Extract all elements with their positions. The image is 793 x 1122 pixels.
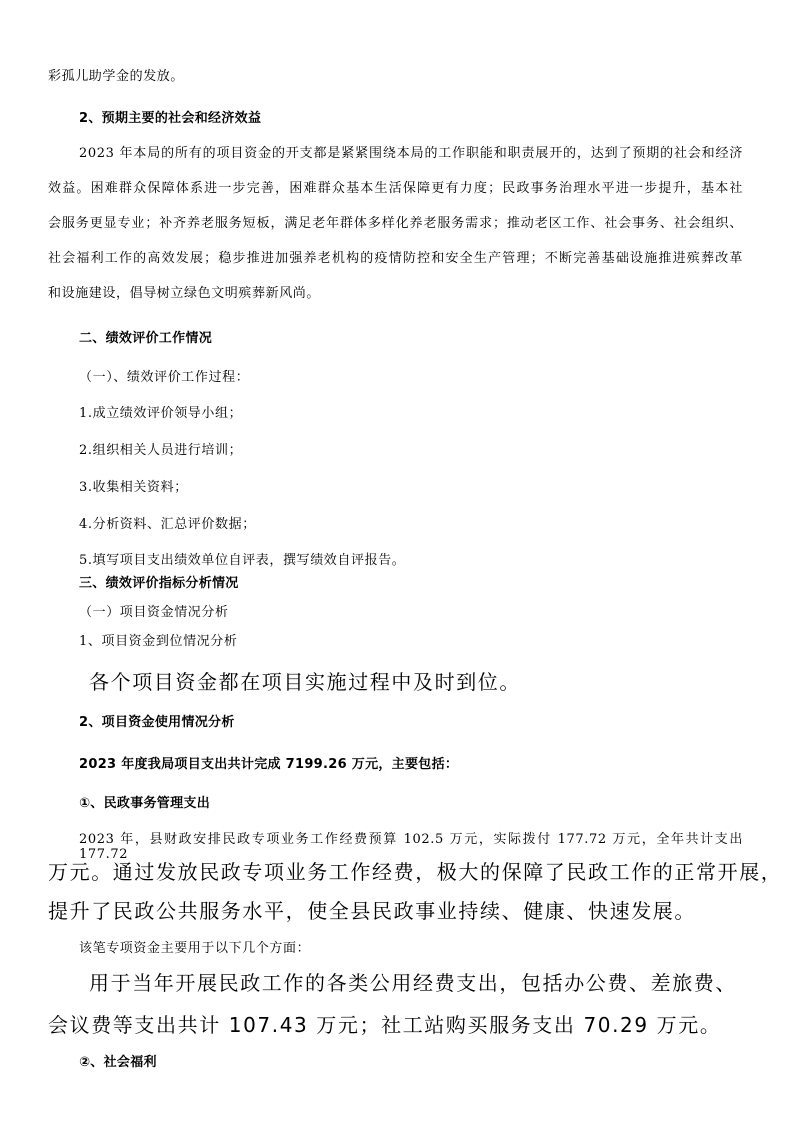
list-item: 3.收集相关资料； — [79, 480, 188, 495]
section-heading: 二、绩效评价工作情况 — [79, 331, 213, 346]
subsection-heading: （一）、绩效评价工作过程： — [79, 370, 250, 385]
section-heading: 2023 年度我局项目支出共计完成 7199.26 万元，主要包括： — [79, 757, 459, 772]
paragraph-line: 会议费等支出共计 107.43 万元；社工站购买服务支出 70.29 万元。 — [48, 1013, 722, 1037]
section-heading: ②、社会福利 — [79, 1055, 157, 1070]
section-heading: 2、预期主要的社会和经济效益 — [79, 111, 262, 126]
list-item: 2.组织相关人员进行培训； — [79, 443, 243, 458]
subsection-heading: 1、项目资金到位情况分析 — [79, 634, 238, 649]
paragraph-line: 万元。通过发放民政专项业务工作经费，极大的保障了民政工作的正常开展， — [48, 860, 783, 884]
section-heading: 2、项目资金使用情况分析 — [79, 715, 235, 730]
list-item: 1.成立绩效评价领导小组； — [79, 406, 243, 421]
paragraph-line: 社会福利工作的高效发展；稳步推进加强养老机构的疫情防控和安全生产管理；不断完善基础设施推进殡葬改革 — [48, 251, 743, 266]
list-item: 4.分析资料、汇总评价数据； — [79, 517, 256, 532]
paragraph-line: 各个项目资金都在项目实施过程中及时到位。 — [89, 670, 521, 694]
paragraph-line: 效益。困难群众保障体系进一步完善，困难群众基本生活保障更有力度；民政事务治理水平进一步提升，基本社 — [48, 181, 743, 196]
paragraph-line: 该笔专项资金主要用于以下几个方面： — [79, 941, 311, 956]
paragraph-line: 彩孤儿助学金的发放。 — [48, 69, 185, 84]
paragraph-line: 会服务更显专业；补齐养老服务短板，满足老年群体多样化养老服务需求；推动老区工作、社会事务、社会组织、 — [48, 216, 743, 231]
paragraph-line: 和设施建设，倡导树立绿色文明殡葬新风尚。 — [48, 286, 321, 301]
paragraph-line: 用于当年开展民政工作的各类公用经费支出，包括办公费、差旅费、 — [89, 971, 737, 995]
paragraph-line: 2023 年，县财政安排民政专项业务工作经费预算 102.5 万元，实际拨付 177.72 万元，全年共计支出 177.72 — [79, 832, 743, 862]
paragraph-line: 提升了民政公共服务水平，使全县民政事业持续、健康、快速发展。 — [48, 899, 696, 923]
paragraph-line: 2023 年本局的所有的项目资金的开支都是紧紧围绕本局的工作职能和职责展开的，达到了预期的社会和经济 — [79, 146, 743, 161]
section-heading: 三、绩效评价指标分析情况 — [79, 576, 239, 591]
section-heading: ①、民政事务管理支出 — [79, 796, 211, 811]
subsection-heading: （一）项目资金情况分析 — [79, 605, 229, 620]
list-item: 5.填写项目支出绩效单位自评表，撰写绩效自评报告。 — [79, 553, 406, 568]
